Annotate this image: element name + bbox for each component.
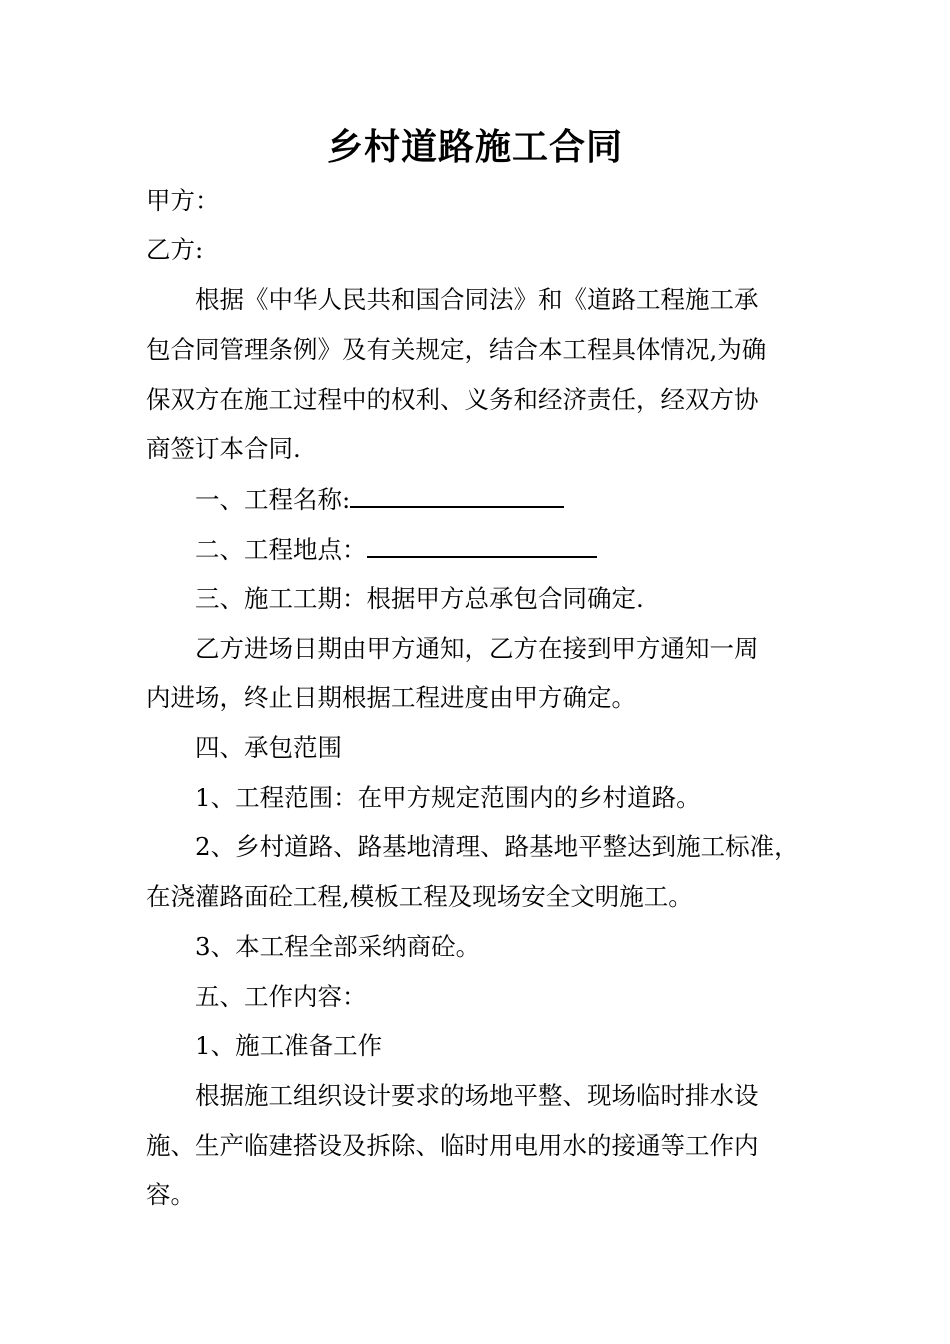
scope-item-2-line-1: 2、乡村道路、路基地清理、路基地平整达到施工标准， <box>195 832 799 861</box>
preamble-line-1: 根据《中华人民共和国合同法》和《道路工程施工承 <box>195 285 759 314</box>
work-para-line-2: 施、生产临建搭设及拆除、临时用电用水的接通等工作内 <box>146 1131 759 1160</box>
scope-item-1: 1、工程范围：在甲方规定范围内的乡村道路。 <box>195 783 701 812</box>
project-name-blank <box>350 482 564 508</box>
document-title: 乡村道路施工合同 <box>326 126 623 168</box>
project-location-blank <box>367 532 597 558</box>
party-a-label: 甲方： <box>146 186 220 215</box>
schedule-line-2: 内进场，终止日期根据工程进度由甲方确定。 <box>146 683 636 712</box>
section-1-label: 一、工程名称: <box>195 485 351 514</box>
preamble-line-3: 保双方在施工过程中的权利、义务和经济责任，经双方协 <box>146 385 759 414</box>
scope-item-3: 3、本工程全部采纳商砼。 <box>195 932 481 961</box>
work-para-line-3: 容。 <box>146 1180 195 1209</box>
section-3-schedule: 三、施工工期：根据甲方总承包合同确定. <box>195 584 644 613</box>
section-2-label: 二、工程地点： <box>195 535 367 564</box>
work-para-line-1: 根据施工组织设计要求的场地平整、现场临时排水设 <box>195 1081 759 1110</box>
work-item-1-title: 1、施工准备工作 <box>195 1031 383 1060</box>
section-5-work: 五、工作内容： <box>195 982 367 1011</box>
preamble-line-2: 包合同管理条例》及有关规定，结合本工程具体情况,为确 <box>146 335 767 364</box>
scope-item-2-line-2: 在浇灌路面砼工程,模板工程及现场安全文明施工。 <box>146 882 693 911</box>
party-b-label: 乙方: <box>146 235 204 264</box>
section-1-project-name <box>195 482 564 517</box>
section-2-project-location <box>195 532 597 567</box>
section-4-scope: 四、承包范围 <box>195 733 342 762</box>
preamble-line-4: 商签订本合同. <box>146 434 301 463</box>
schedule-line-1: 乙方进场日期由甲方通知，乙方在接到甲方通知一周 <box>195 634 759 663</box>
